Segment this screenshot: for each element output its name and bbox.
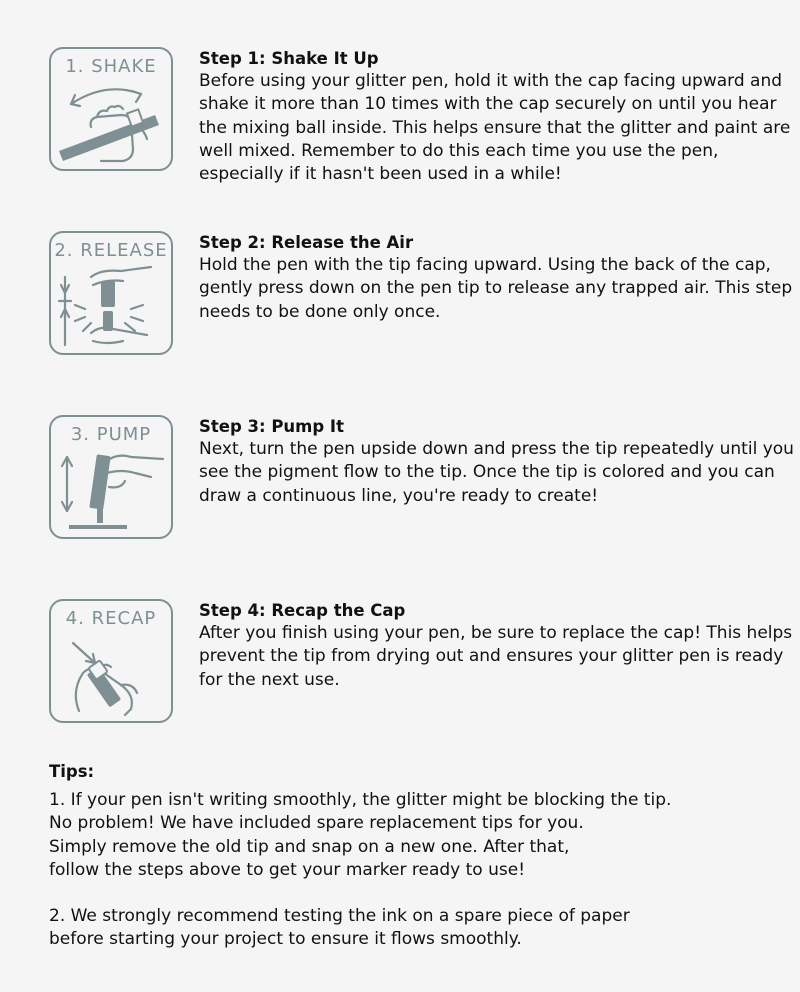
pump-illustration — [51, 417, 171, 537]
tip-1-line: 1. If your pen isn't writing smoothly, the glitter might be blocking the tip. — [49, 790, 672, 810]
step-4-heading: Step 4: Recap the Cap — [199, 601, 406, 620]
step-2-body: Hold the pen with the tip facing upward. Using the back of the cap, gently press down on the pen tip to release any trapped air. This step needs to be done only once. — [199, 255, 793, 322]
recap-illustration — [51, 601, 171, 721]
step-2-heading: Step 2: Release the Air — [199, 233, 414, 252]
tips-heading: Tips: — [49, 762, 95, 781]
tip-1-line: follow the steps above to get your marker ready to use! — [49, 859, 526, 880]
shake-illustration — [51, 49, 171, 169]
tip-2-line: 2. We strongly recommend testing the ink on a spare piece of paper — [49, 906, 630, 927]
release-illustration — [51, 233, 171, 353]
tip-1-line: Simply remove the old tip and snap on a new one. After that, — [49, 836, 570, 857]
tip-1 — [49, 789, 789, 882]
step-1-heading: Step 1: Shake It Up — [199, 49, 379, 68]
tip-1-line: No problem! We have included spare replacement tips for you. — [49, 813, 584, 834]
pump-icon — [49, 415, 173, 539]
step-3-body: Next, turn the pen upside down and press the tip repeatedly until you see the pigment flow to the tip. Once the tip is colored and you can draw a continuous line, you're ready to create! — [199, 439, 794, 506]
tip-spacer — [49, 882, 789, 905]
step-3-icon-label: 3. PUMP — [70, 424, 152, 445]
step-3-heading: Step 3: Pump It — [199, 417, 344, 436]
tip-2-line: before starting your project to ensure it flows smoothly. — [49, 929, 522, 950]
tips-section — [49, 760, 789, 952]
release-icon — [49, 231, 173, 355]
step-4-text — [199, 599, 794, 692]
recap-icon — [49, 599, 173, 723]
step-3-text — [199, 415, 794, 508]
step-2-icon-label: 2. RELEASE — [54, 240, 168, 261]
step-2-text — [199, 231, 794, 324]
step-1-text — [199, 47, 794, 186]
shake-icon — [49, 47, 173, 171]
step-4-icon-label: 4. RECAP — [65, 608, 157, 629]
step-1-body: Before using your glitter pen, hold it with the cap facing upward and shake it more than 10 times with the cap securely on until you hear the mixing ball inside. This helps ensure that the glitter and paint are well mixed. Remember to do this each time you use the pen, especially if it hasn't been used in a while! — [199, 71, 791, 185]
tip-2 — [49, 905, 789, 952]
step-1-icon-label: 1. SHAKE — [65, 56, 157, 77]
step-4-body: After you finish using your pen, be sure to replace the cap! This helps prevent the tip from drying out and ensures your glitter pen is ready for the next use. — [199, 623, 793, 690]
